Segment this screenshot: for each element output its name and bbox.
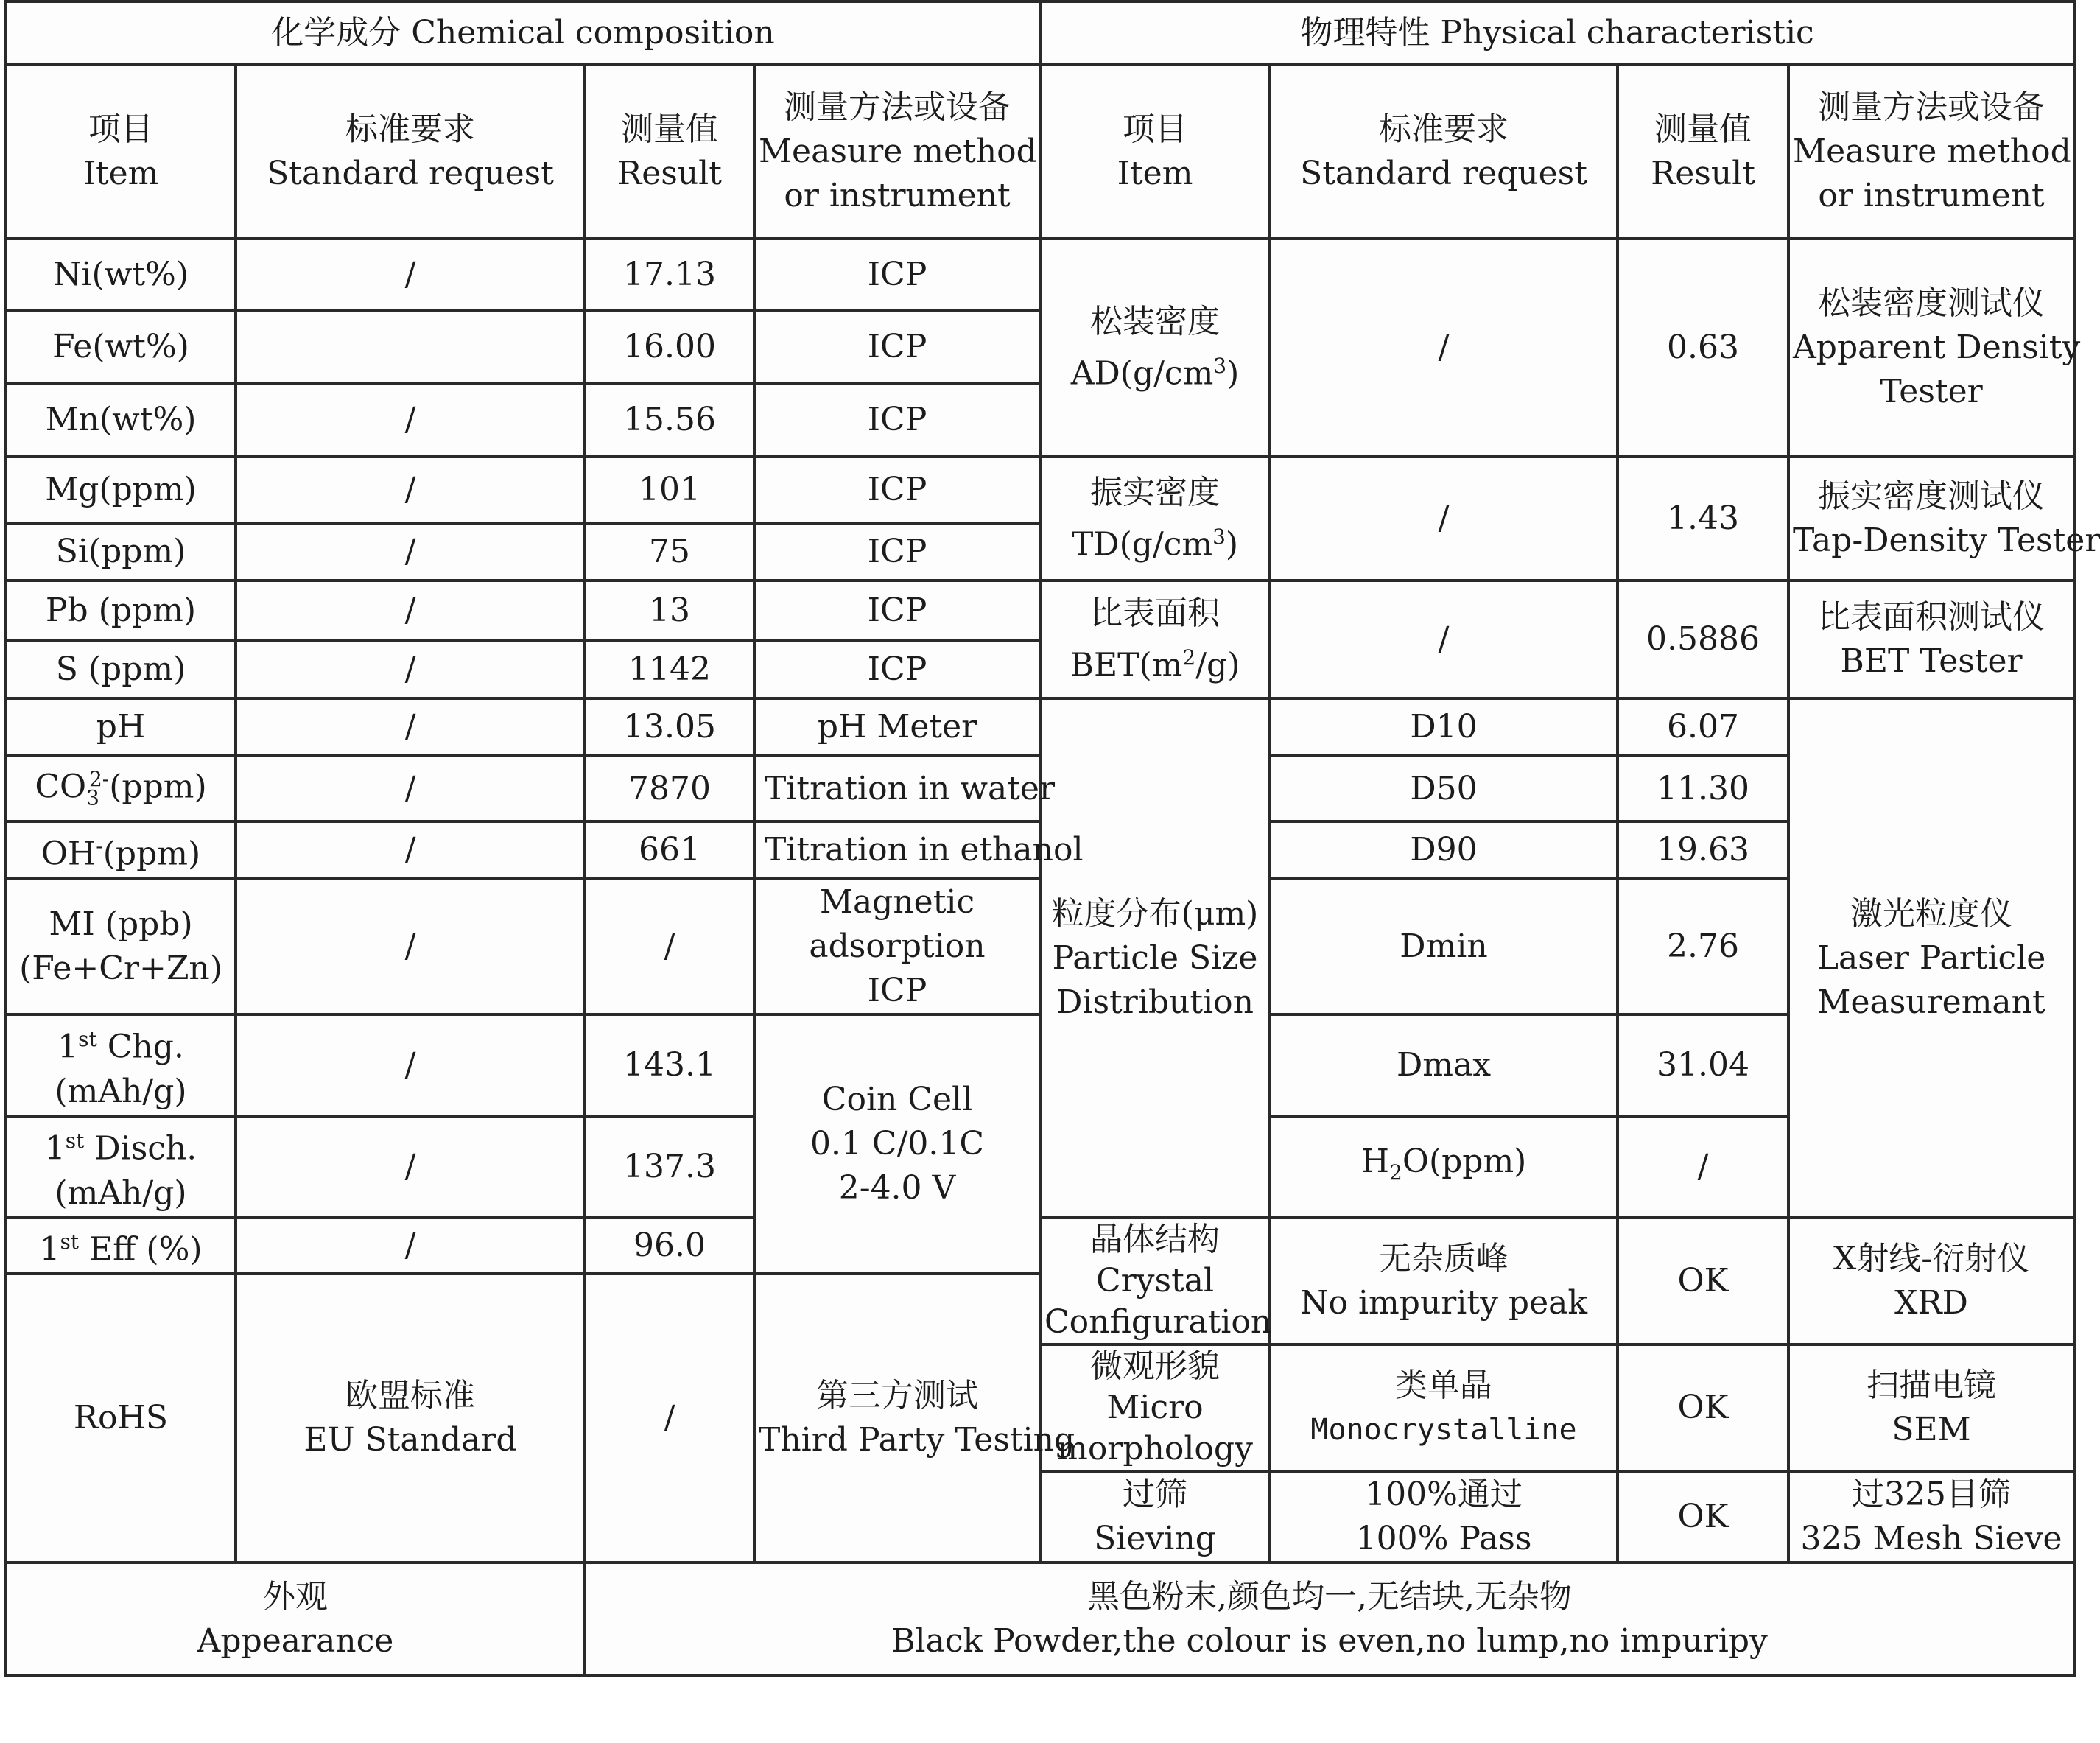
item-cell: Pb (ppm) xyxy=(6,581,236,641)
method-cell: pH Meter xyxy=(754,698,1040,756)
standard-cell: / xyxy=(236,1014,585,1116)
phys-item-h2o: $H_2O(ppm)$ xyxy=(1270,1116,1618,1218)
standard-cell: / xyxy=(236,523,585,581)
standard-cell: / xyxy=(236,239,585,311)
standard-cell: / xyxy=(236,756,585,821)
result-cell: 13.05 xyxy=(585,698,754,756)
method-cell: ICP xyxy=(754,581,1040,641)
chem-header-result: 测量值 Result xyxy=(585,65,754,239)
phys-header-result: 测量值 Result xyxy=(1618,65,1788,239)
method-cell: Magnetic adsorption ICP xyxy=(754,879,1040,1014)
table-row xyxy=(6,698,2074,756)
method-cell: ICP xyxy=(754,311,1040,383)
table-row xyxy=(6,821,2074,879)
phys-standard-td: / xyxy=(1270,457,1618,581)
method-cell: 第三方测试 Third Party Testing xyxy=(754,1274,1040,1563)
appearance-label: 外观 Appearance xyxy=(6,1563,585,1676)
item-cell: pH xyxy=(6,698,236,756)
table-row xyxy=(6,581,2074,641)
item-cell: Mg(ppm) xyxy=(6,457,236,523)
standard-cell: / xyxy=(236,641,585,698)
phys-result-ad: 0.63 xyxy=(1618,239,1788,457)
psd-result-cell: 6.07 xyxy=(1618,698,1788,756)
spec-table xyxy=(4,0,2100,1677)
psd-standard-cell: D10 xyxy=(1270,698,1618,756)
item-cell: 1st Chg. (mAh/g) xyxy=(6,1014,236,1116)
item-cell: OH-(ppm) xyxy=(6,821,236,879)
method-cell: ICP xyxy=(754,523,1040,581)
result-cell: 13 xyxy=(585,581,754,641)
standard-cell xyxy=(236,311,585,383)
table-row xyxy=(6,1218,2074,1274)
table-row xyxy=(6,457,2074,523)
method-cell: ICP xyxy=(754,239,1040,311)
method-coin-cell: Coin Cell 0.1 C/0.1C 2-4.0 V xyxy=(754,1014,1040,1274)
chem-title: 化学成分 Chemical composition xyxy=(6,1,1040,65)
standard-cell: 欧盟标准 EU Standard xyxy=(236,1274,585,1563)
standard-cell: / xyxy=(236,457,585,523)
result-cell: / xyxy=(585,1274,754,1563)
item-cell: MI (ppb) (Fe+Cr+Zn) xyxy=(6,879,236,1014)
phys-item-crystal: 晶体结构 Crystal Configuration xyxy=(1040,1218,1270,1344)
psd-result-cell: 31.04 xyxy=(1618,1014,1788,1116)
phys-method-crystal: X射线-衍射仪 XRD xyxy=(1788,1218,2074,1344)
method-cell: ICP xyxy=(754,383,1040,457)
phys-header-item: 项目 Item xyxy=(1040,65,1270,239)
phys-result-crystal: OK xyxy=(1618,1218,1788,1344)
item-cell: Mn(wt%) xyxy=(6,383,236,457)
phys-standard-sieve: 100%通过 100% Pass xyxy=(1270,1471,1618,1563)
psd-standard-cell: D90 xyxy=(1270,821,1618,879)
result-cell: 661 xyxy=(585,821,754,879)
standard-cell: / xyxy=(236,581,585,641)
phys-standard-bet: / xyxy=(1270,581,1618,698)
result-cell: 17.13 xyxy=(585,239,754,311)
phys-header-method: 测量方法或设备 Measure method or instrument xyxy=(1788,65,2074,239)
result-cell: 75 xyxy=(585,523,754,581)
item-cell: 1st Eff (%) xyxy=(6,1218,236,1274)
phys-item-micro: 微观形貌 Micro morphology xyxy=(1040,1344,1270,1471)
phys-item-ad: 松装密度 $AD(g/cm^3)$ xyxy=(1040,239,1270,457)
phys-standard-ad: / xyxy=(1270,239,1618,457)
standard-cell: / xyxy=(236,698,585,756)
item-cell: $CO_3^{2-}(ppm)$ xyxy=(6,756,236,821)
phys-result-bet: 0.5886 xyxy=(1618,581,1788,698)
phys-method-ad: 松装密度测试仪 Apparent Density Tester xyxy=(1788,239,2074,457)
item-cell: S (ppm) xyxy=(6,641,236,698)
method-cell: Titration in water xyxy=(754,756,1040,821)
item-cell: 1st Disch. (mAh/g) xyxy=(6,1116,236,1218)
phys-standard-micro: 类单晶 Monocrystalline xyxy=(1270,1344,1618,1471)
chem-header-standard: 标准要求 Standard request xyxy=(236,65,585,239)
phys-item-bet: 比表面积 $BET(m^2/g)$ xyxy=(1040,581,1270,698)
phys-method-micro: 扫描电镜 SEM xyxy=(1788,1344,2074,1471)
item-cell: Fe(wt%) xyxy=(6,311,236,383)
phys-standard-crystal: 无杂质峰 No impurity peak xyxy=(1270,1218,1618,1344)
result-cell: 143.1 xyxy=(585,1014,754,1116)
phys-method-td: 振实密度测试仪 Tap-Density Tester xyxy=(1788,457,2074,581)
result-cell: 137.3 xyxy=(585,1116,754,1218)
item-cell: Ni(wt%) xyxy=(6,239,236,311)
result-cell: 101 xyxy=(585,457,754,523)
result-cell: 1142 xyxy=(585,641,754,698)
table-row xyxy=(6,239,2074,311)
phys-method-psd: 激光粒度仪 Laser Particle Measuremant xyxy=(1788,698,2074,1218)
standard-cell: / xyxy=(236,879,585,1014)
phys-item-psd: 粒度分布(μm) Particle Size Distribution xyxy=(1040,698,1270,1218)
result-cell: 96.0 xyxy=(585,1218,754,1274)
phys-standard-h2o: / xyxy=(1618,1116,1788,1218)
standard-cell: / xyxy=(236,383,585,457)
chem-header-method: 测量方法或设备 Measure method or instrument xyxy=(754,65,1040,239)
phys-header-standard: 标准要求 Standard request xyxy=(1270,65,1618,239)
standard-cell: / xyxy=(236,1218,585,1274)
result-cell: 7870 xyxy=(585,756,754,821)
psd-standard-cell: Dmin xyxy=(1270,879,1618,1014)
standard-cell: / xyxy=(236,1116,585,1218)
item-cell: RoHS xyxy=(6,1274,236,1563)
phys-method-sieve: 过325目筛 325 Mesh Sieve xyxy=(1788,1471,2074,1563)
result-cell: 16.00 xyxy=(585,311,754,383)
phys-item-sieve: 过筛 Sieving xyxy=(1040,1471,1270,1563)
header-row xyxy=(6,65,2074,239)
psd-standard-cell: D50 xyxy=(1270,756,1618,821)
psd-result-cell: 19.63 xyxy=(1618,821,1788,879)
chem-header-item: 项目 Item xyxy=(6,65,236,239)
psd-standard-cell: Dmax xyxy=(1270,1014,1618,1116)
phys-title: 物理特性 Physical characteristic xyxy=(1040,1,2074,65)
title-row xyxy=(6,1,2074,65)
psd-result-cell: 2.76 xyxy=(1618,879,1788,1014)
appearance-value: 黑色粉末,颜色均一,无结块,无杂物 Black Powder,the colour is even,no lump,no impuripy xyxy=(585,1563,2074,1676)
item-cell: Si(ppm) xyxy=(6,523,236,581)
psd-result-cell: 11.30 xyxy=(1618,756,1788,821)
spec-sheet xyxy=(4,0,2100,1660)
phys-result-td: 1.43 xyxy=(1618,457,1788,581)
result-cell: 15.56 xyxy=(585,383,754,457)
method-cell: Titration in ethanol xyxy=(754,821,1040,879)
result-cell: / xyxy=(585,879,754,1014)
method-cell: ICP xyxy=(754,457,1040,523)
standard-cell: / xyxy=(236,821,585,879)
phys-result-sieve: OK xyxy=(1618,1471,1788,1563)
phys-method-bet: 比表面积测试仪 BET Tester xyxy=(1788,581,2074,698)
method-cell: ICP xyxy=(754,641,1040,698)
phys-result-micro: OK xyxy=(1618,1344,1788,1471)
phys-item-td: 振实密度 $TD(g/cm^3)$ xyxy=(1040,457,1270,581)
appearance-row xyxy=(6,1563,2074,1676)
